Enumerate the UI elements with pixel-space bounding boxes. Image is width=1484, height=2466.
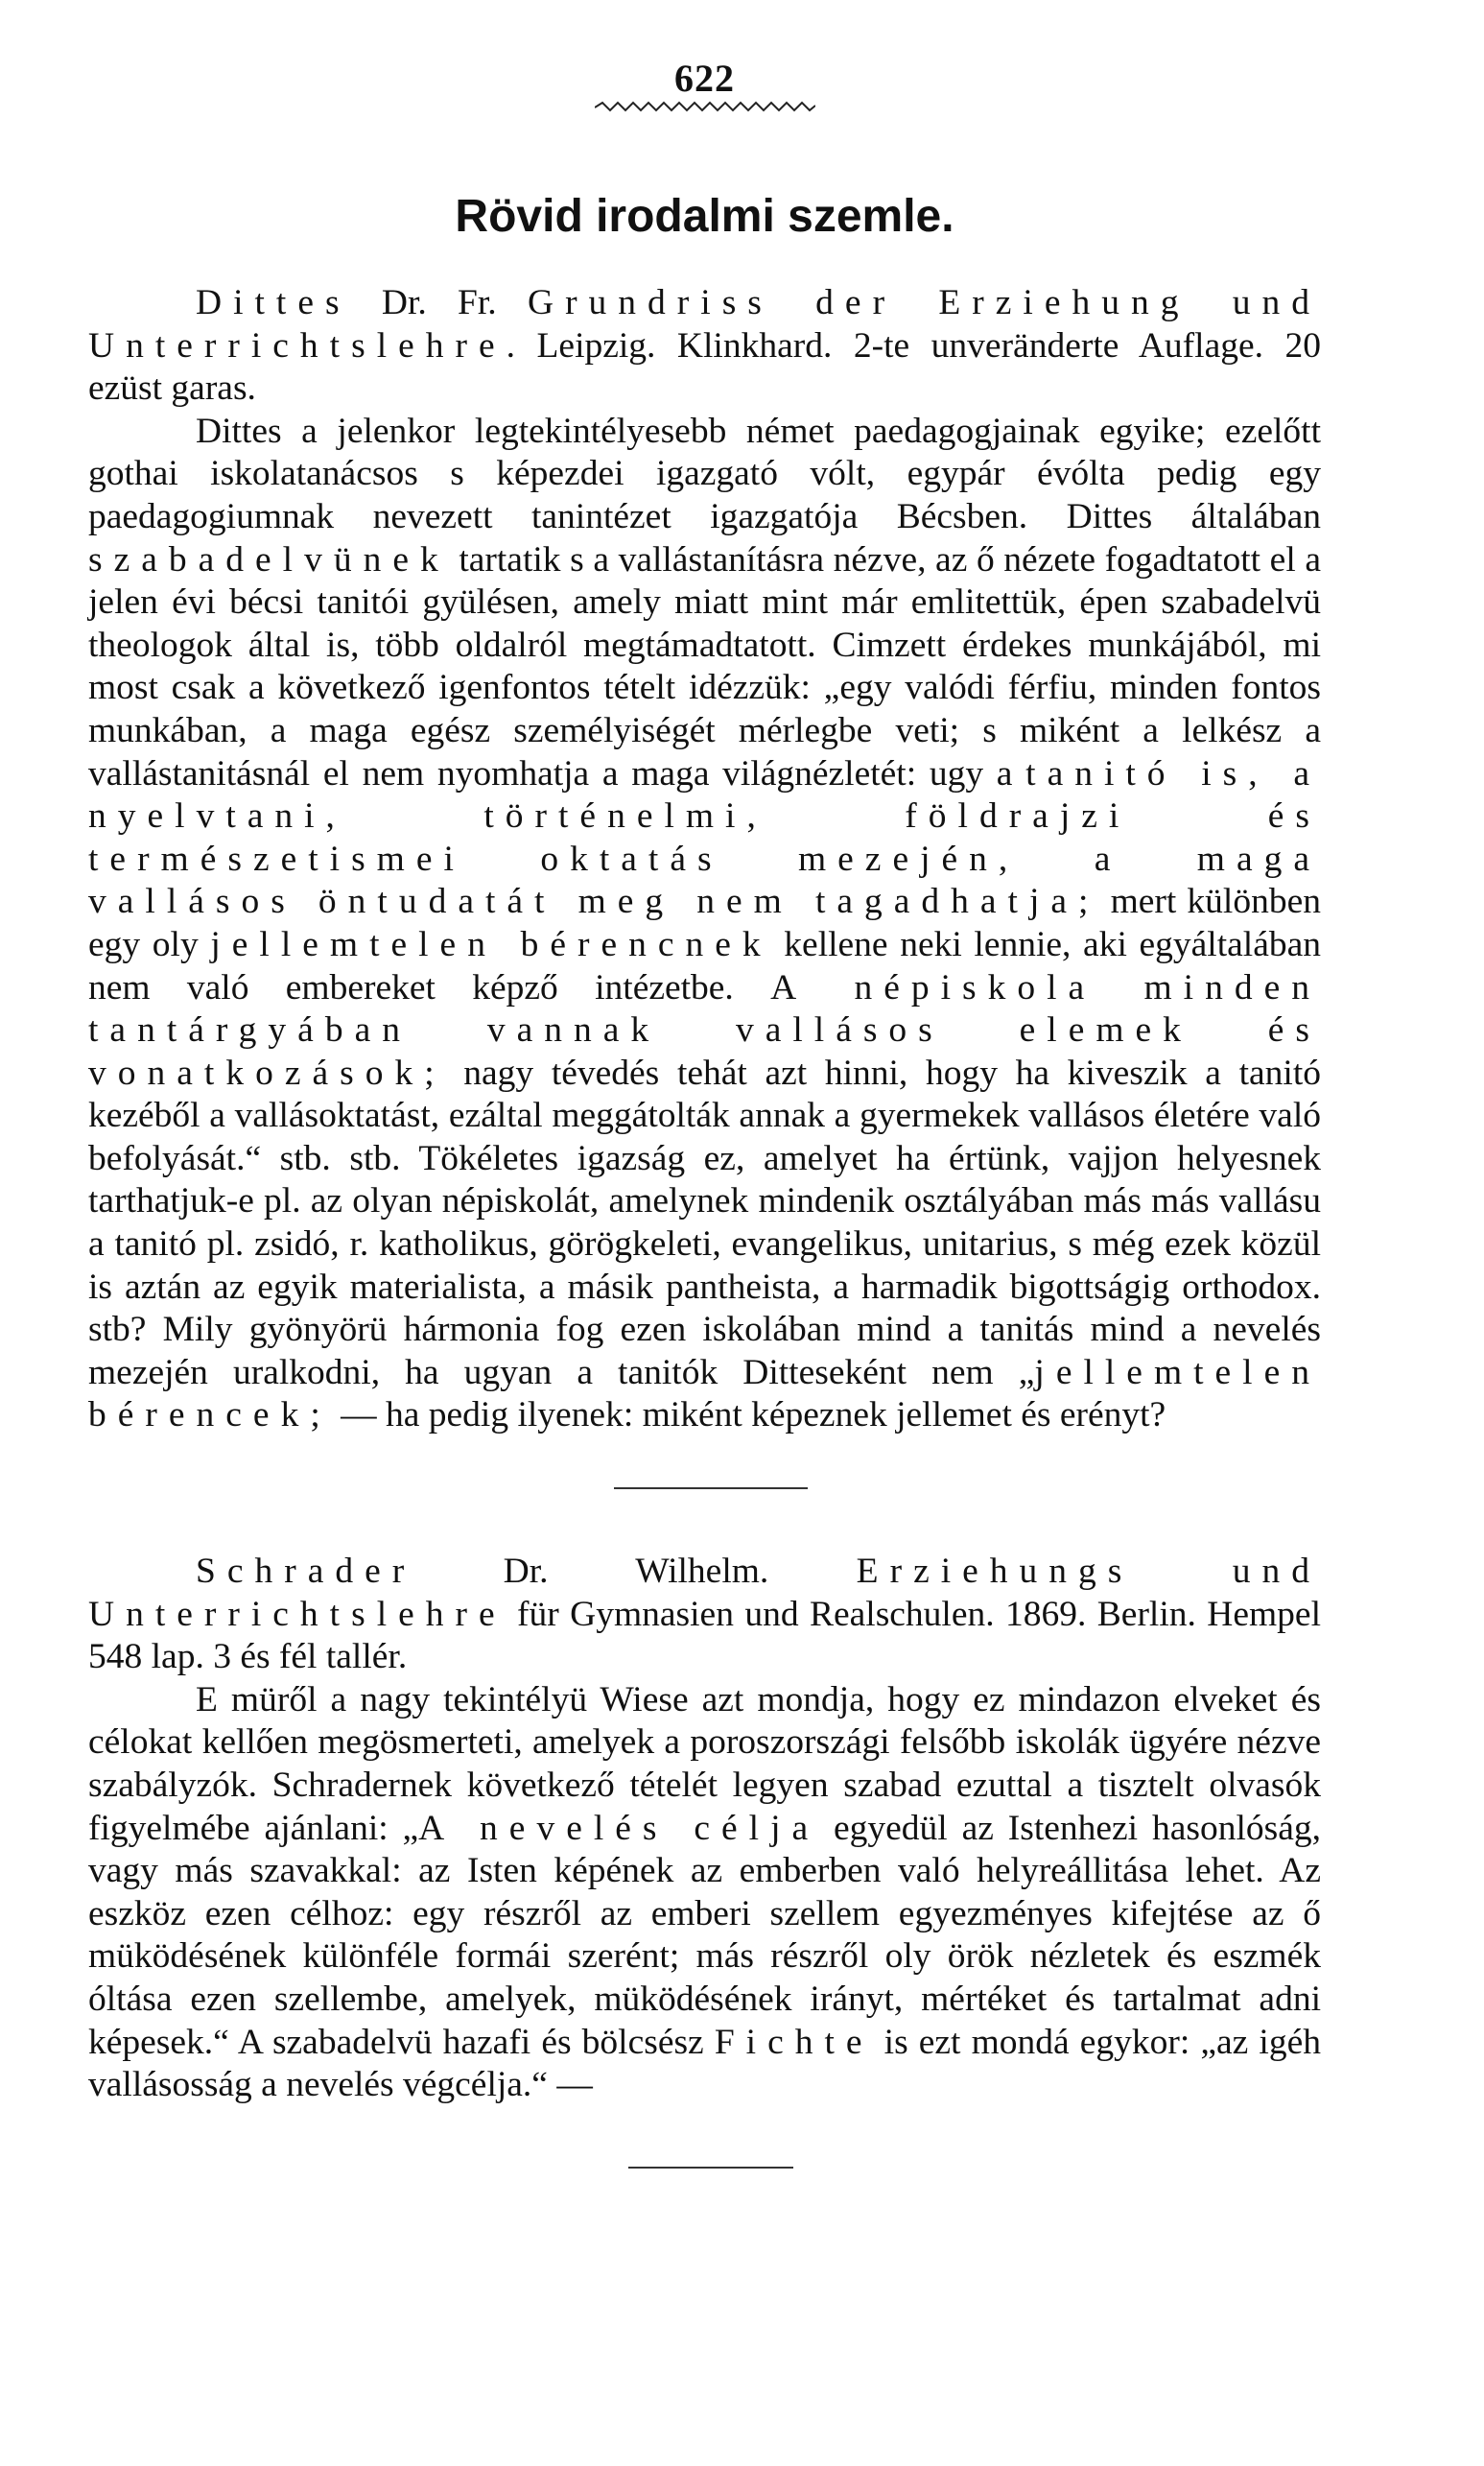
spaced-emphasis: tanitó is, a nyelvtani, történelmi, földrajzi és természetismei oktatás mezején, a maga vallásos öntudatát meg nem tagadhatja; xyxy=(88,753,1321,922)
text-run: Dittes a jelenkor legtekintélyesebb német paedagogjainak egyike; ezelőtt gothai iskolatanácsos s képezdei igazgató vólt, egypár évólta pedig egy paedagogiumnak nevezett tanintézet igazgatója Bécsben. Dittes általában xyxy=(88,411,1321,536)
citation xyxy=(88,282,1321,411)
review-entry-schrader xyxy=(88,1551,1321,2107)
review-body xyxy=(88,411,1321,1437)
review-body xyxy=(88,1679,1321,2107)
page xyxy=(88,58,1321,2197)
author-name: Schrader xyxy=(196,1552,416,1592)
page-number: 622 xyxy=(674,57,735,100)
citation xyxy=(88,1551,1321,1679)
text-run: egyedül az Istenhezi hasonlóság, vagy más szavakkal: az Isten képének az emberben való helyreállitása lehet. Az eszköz ezen célhoz: egy részről az emberi szellem egyezményes kifejtése az ő müködésének különféle formái szerént; más részről oly örök nézletek és eszmék óltása ezen szellembe, amelyek, müködésének irányt, mértéket és tartalmat adni képesek.“ A szabadelvü hazafi és bölcsész xyxy=(88,1808,1321,2062)
text-run: tartatik s a vallástanításra nézve, az ő nézete fogadtatott el a jelen évi bécsi tanitói gyülésen, amely miatt mint már emlitettük, épen szabadelvü theologok által is, több oldalról megtámadtatott. Cimzett érdekes munkájából, mi most csak a következő igenfontos tételt idézzük: „egy valódi férfiu, minden fontos munkában, a maga egész személyiségét mérlegbe veti; s miként a lelkész a vallástanitásnál el nem nyomhatja a maga világnézletét: ugy a xyxy=(88,539,1321,794)
section-divider xyxy=(88,1437,1321,1551)
text-run: E müről a nagy tekintélyü Wiese azt mondja, hogy ez mindazon elveket és célokat kellően megösmerteti, amelyek a poroszországi felsőbb iskolák ügyére nézve szabályzók. Schradernek következő tételét legyen szabad ezuttal a tisztelt olvasók figyelmébe ajánlani: „ xyxy=(88,1679,1321,1848)
divider-rule xyxy=(628,2167,793,2169)
author-rest: Dr. Wilhelm. xyxy=(415,1552,857,1592)
author-name: Dittes xyxy=(196,283,351,322)
text-run: kellene neki lennie, aki egyáltalában nem való embereket képző intézetbe. xyxy=(88,924,1321,1008)
work-title: Grundriss der Erziehung und Unterrichtslehre xyxy=(88,283,1321,366)
section-title: Rövid irodalmi szemle. xyxy=(455,191,954,242)
text-run: mert különben egy oly xyxy=(88,882,1321,964)
wave-rule-ornament xyxy=(595,100,815,115)
author-rest: Dr. Fr. xyxy=(350,283,528,322)
spaced-emphasis: A nevelés célja xyxy=(418,1808,820,1848)
spaced-emphasis: jellemtelen bérencnek xyxy=(210,924,772,964)
text-run: is ezt mondá egykor: „az igéh vallásosság a nevelés végcélja.“ — xyxy=(88,2022,1321,2105)
text-run: nagy tévedés tehát azt hinni, hogy ha kiveszik a tanitó kezéből a vallásoktatást, ezáltal meggátolták annak a gyermekek vallásos életére való befolyását.“ stb. stb. Tökéletes igazság ez, amelyet ha értünk, vajjon helyesnek tarthatjuk-e pl. az olyan népiskolát, amelynek mindenik osztályában más más vallásu a tanitó pl. zsidó, r. katholikus, görögkeleti, evangelikus, unitarius, s még ezek közül is aztán az egyik materialista, a másik pantheista, a harmadik bigottságig orthodox. stb? Mily gyönyörü hármonia fog ezen iskolában mind a tanitás mind a nevelés mezején uralkodni, ha ugyan a tanitók Ditteseként nem „ xyxy=(88,1053,1321,1392)
publication-info: . Leipzig. Klinkhard. 2-te unveränderte Auflage. 20 ezüst garas. xyxy=(88,325,1321,409)
publication-info: für Gymnasien und Realschulen. 1869. Berlin. Hempel 548 lap. 3 és fél tallér. xyxy=(88,1594,1321,1677)
spaced-emphasis: jellemtelen bérencek; xyxy=(88,1352,1321,1435)
text-run: — ha pedig ilyenek: miként képeznek jellemet és erényt? xyxy=(331,1395,1166,1435)
spaced-emphasis: szabadelvünek xyxy=(88,539,450,580)
spaced-emphasis: A népiskola minden tantárgyában vannak vallásos elemek és vonatkozások; xyxy=(88,967,1321,1093)
section-divider-bottom xyxy=(88,2107,1321,2197)
review-entry-dittes xyxy=(88,282,1321,1437)
spaced-emphasis: Fichte xyxy=(714,2022,874,2062)
work-title: Erziehungs und Unterrichtslehre xyxy=(88,1552,1321,1634)
divider-rule xyxy=(614,1487,808,1489)
